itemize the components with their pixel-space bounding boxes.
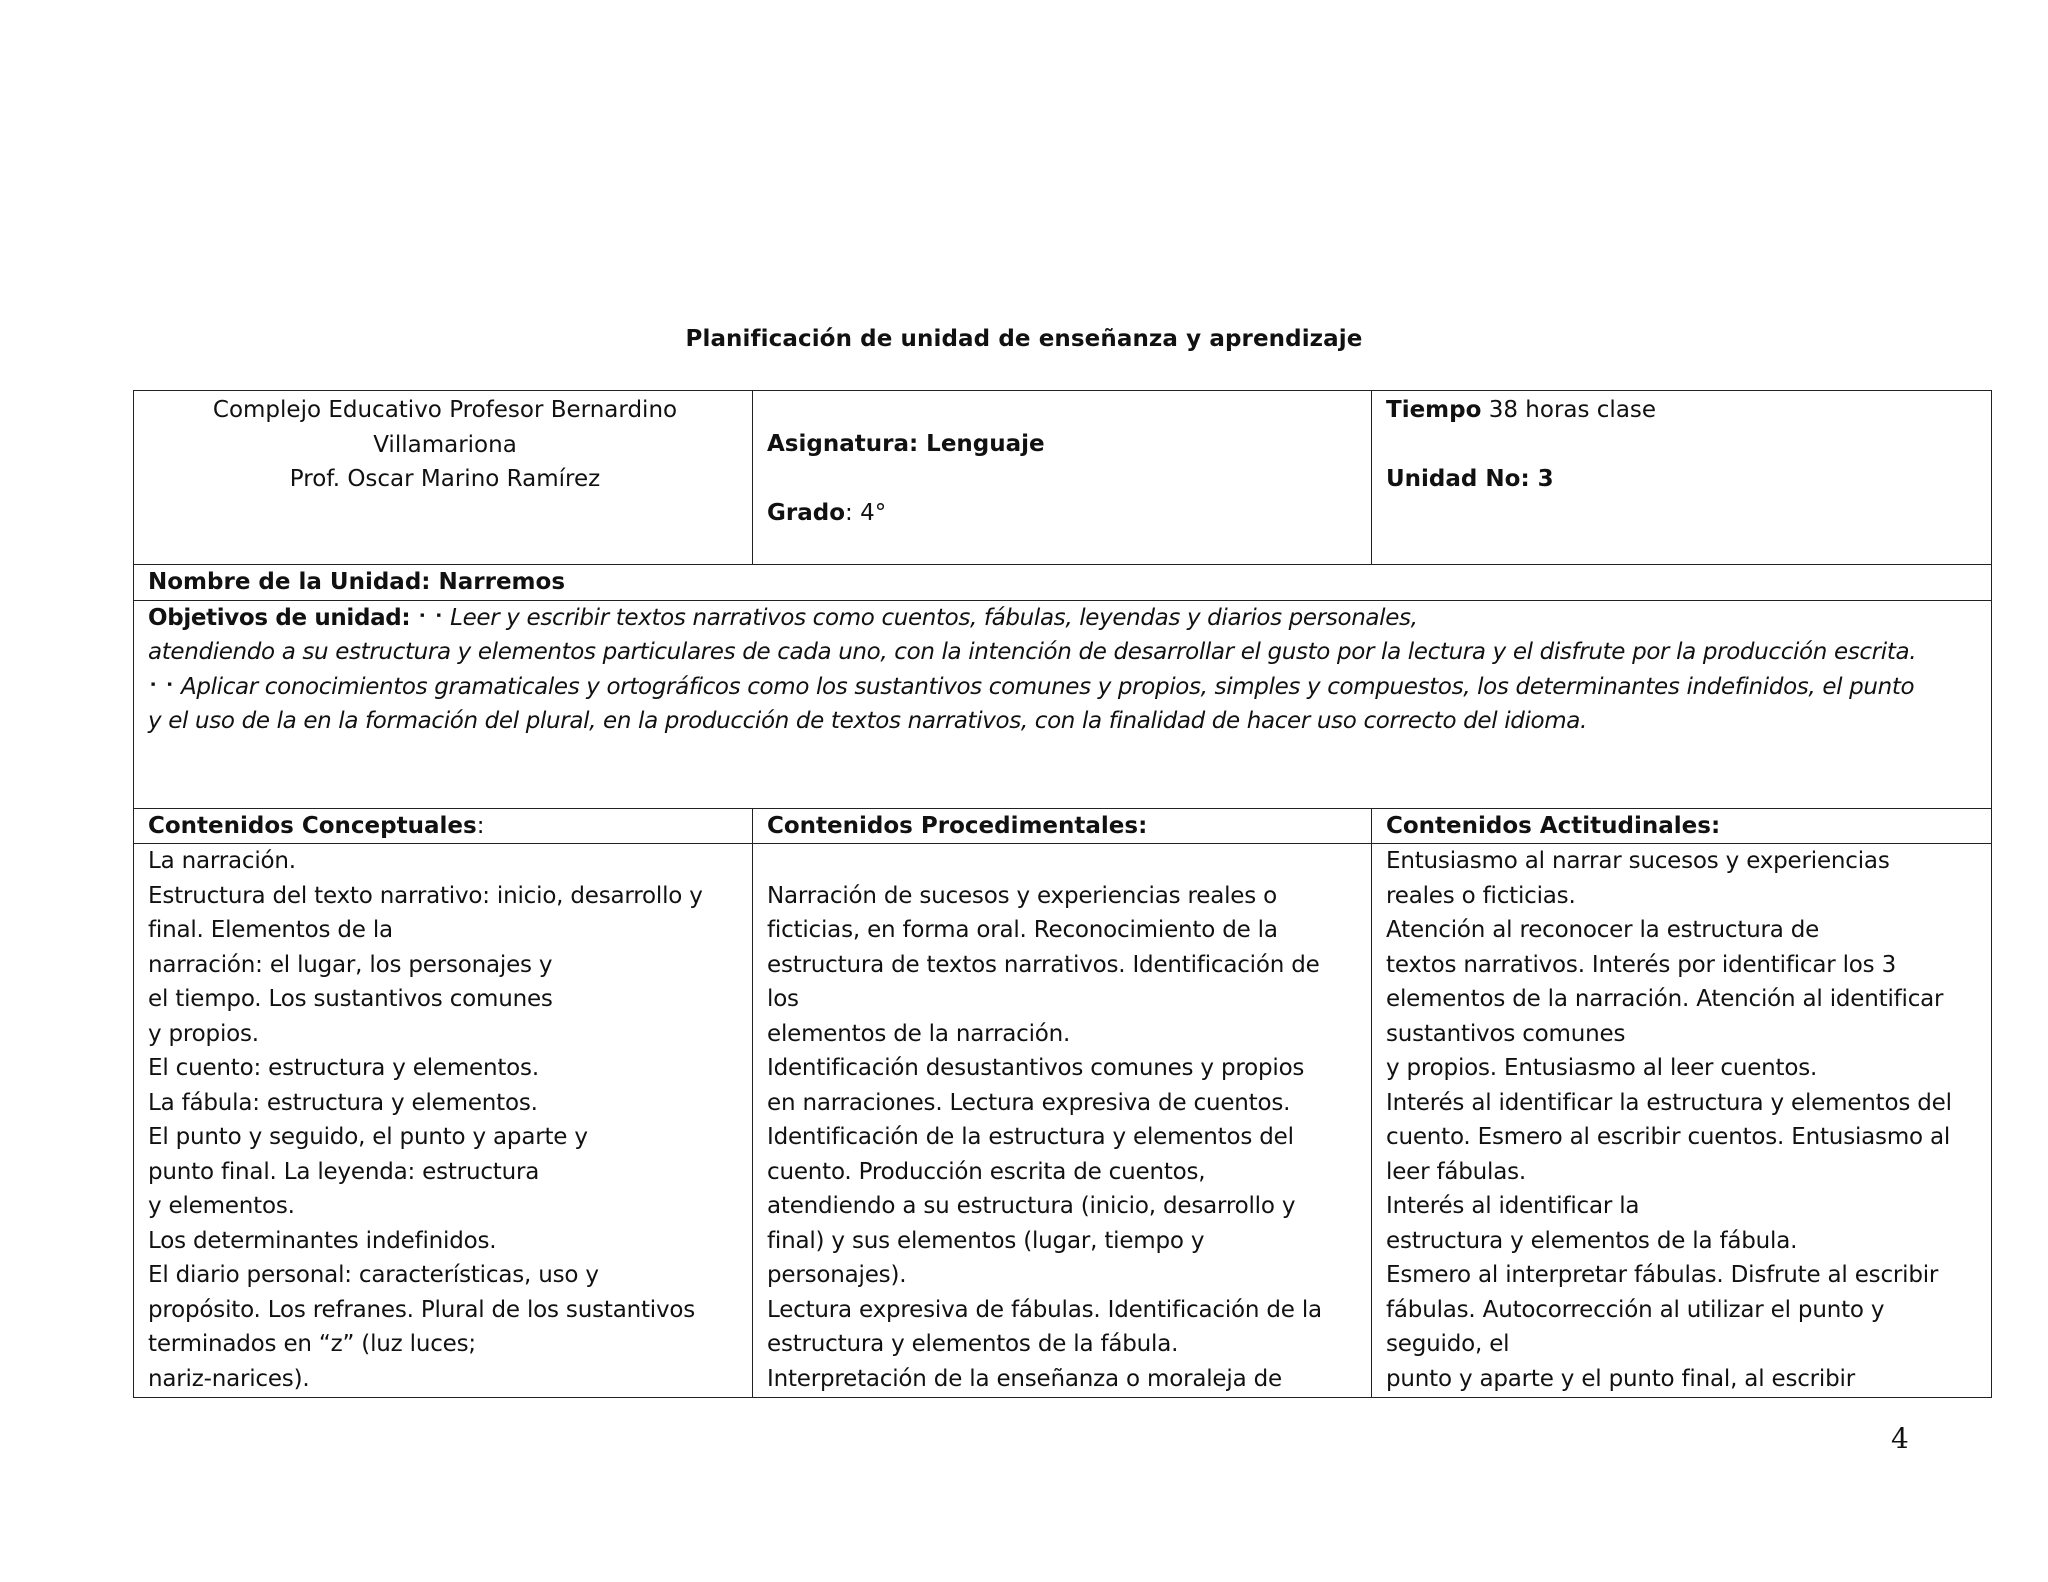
procedural-line: ficticias, en forma oral. Reconocimiento de la — [767, 917, 1278, 943]
attitudinal-line: cuento. Esmero al escribir cuentos. Entusiasmo al — [1386, 1124, 1951, 1150]
conceptual-line: Los determinantes indefinidos. — [148, 1227, 497, 1254]
conceptual-line: Estructura del texto narrativo: inicio, desarrollo y — [148, 882, 703, 909]
grade-label: Grado — [767, 500, 846, 526]
procedural-line: final) y sus elementos (lugar, tiempo y — [767, 1227, 1205, 1254]
conceptual-line: narración: el lugar, los personajes y — [148, 951, 553, 978]
procedural-line: personajes). — [767, 1262, 907, 1288]
procedural-line: Narración de sucesos y experiencias reales o — [767, 882, 1277, 909]
conceptual-line: El punto y seguido, el punto y aparte y — [148, 1124, 588, 1150]
subject-label: Asignatura: Lenguaje — [767, 431, 1045, 457]
attitudinal-line: Interés al identificar la estructura y elementos del — [1386, 1089, 1952, 1116]
procedural-header: Contenidos Procedimentales: — [753, 808, 1372, 844]
unit-plan-table — [133, 390, 1992, 1398]
objectives-label: Objetivos de unidad: — [148, 604, 411, 631]
time-value: 38 horas clase — [1481, 397, 1657, 423]
procedural-content — [753, 844, 1372, 1398]
unit-number: Unidad No: 3 — [1386, 466, 1554, 492]
attitudinal-line: reales o ficticias. — [1386, 882, 1576, 909]
attitudinal-line: textos narrativos. Interés por identificar los 3 — [1386, 951, 1897, 978]
time-line — [1386, 393, 1981, 428]
grade-value: : 4° — [845, 500, 887, 526]
procedural-line: estructura y elementos de la fábula. — [767, 1331, 1179, 1357]
conceptual-line: nariz-narices). — [148, 1365, 310, 1392]
procedural-line: en narraciones. Lectura expresiva de cuentos. — [767, 1089, 1291, 1116]
objective-text: ⠂⠂Leer y escribir textos narrativos como cuentos, fábulas, leyendas y diarios personales, — [410, 604, 1418, 631]
unit-name-row — [134, 565, 1992, 601]
conceptual-content — [134, 844, 753, 1398]
conceptual-line: punto final. La leyenda: estructura — [148, 1158, 540, 1185]
unit-name: Nombre de la Unidad: Narremos — [134, 565, 1992, 601]
institution-cell — [134, 391, 753, 565]
page-number: 4 — [1891, 1422, 1909, 1455]
attitudinal-line: fábulas. Autocorrección al utilizar el punto y — [1386, 1296, 1885, 1323]
attitudinal-line: sustantivos comunes — [1386, 1020, 1626, 1047]
time-cell — [1372, 391, 1992, 565]
content-header-row — [134, 808, 1992, 844]
attitudinal-line: leer fábulas. — [1386, 1158, 1527, 1185]
institution-line: Villamariona — [373, 431, 517, 458]
procedural-line: Identificación de la estructura y elementos del — [767, 1124, 1294, 1150]
procedural-line: estructura de textos narrativos. Identificación de — [767, 951, 1320, 978]
document-title: Planificación de unidad de enseñanza y aprendizaje — [685, 326, 1363, 352]
subject-cell — [753, 391, 1372, 565]
grade-line — [767, 496, 1361, 531]
conceptual-line: La narración. — [148, 848, 296, 874]
conceptual-line: El cuento: estructura y elementos. — [148, 1055, 539, 1081]
conceptual-line: final. Elementos de la — [148, 917, 393, 943]
objective-text: y el uso de la en la formación del plural, en la producción de textos narrativos, con la finalidad de hacer uso correcto del idioma. — [148, 708, 1588, 734]
attitudinal-line: estructura y elementos de la fábula. — [1386, 1227, 1798, 1254]
header-row — [134, 391, 1992, 565]
conceptual-colon: : — [476, 812, 485, 839]
conceptual-line: terminados en “z” (luz luces; — [148, 1331, 476, 1357]
objective-text: ⠂⠂Aplicar conocimientos gramaticales y ortográficos como los sustantivos comunes y propios, simples y compuestos, los determinantes indefinidos, el punto — [148, 673, 1915, 700]
objectives-first-line — [148, 601, 1981, 636]
conceptual-line: La fábula: estructura y elementos. — [148, 1089, 538, 1116]
objective-text: atendiendo a su estructura y elementos particulares de cada uno, con la intención de desarrollar el gusto por la lectura y el disfrute por la producción escrita. — [148, 639, 1917, 665]
procedural-line: los — [767, 986, 799, 1012]
attitudinal-line: Esmero al interpretar fábulas. Disfrute al escribir — [1386, 1262, 1939, 1288]
conceptual-line: y elementos. — [148, 1193, 295, 1219]
procedural-line: elementos de la narración. — [767, 1020, 1071, 1047]
time-label: Tiempo — [1386, 397, 1482, 423]
objectives-row — [134, 600, 1992, 808]
conceptual-line: el tiempo. Los sustantivos comunes — [148, 986, 553, 1012]
conceptual-line: y propios. — [148, 1020, 259, 1047]
attitudinal-content — [1372, 844, 1992, 1398]
procedural-line: atendiendo a su estructura (inicio, desarrollo y — [767, 1193, 1296, 1219]
objectives-cell — [134, 600, 1992, 808]
conceptual-line: propósito. Los refranes. Plural de los sustantivos — [148, 1296, 696, 1323]
teacher-name: Prof. Oscar Marino Ramírez — [289, 466, 601, 492]
attitudinal-line: elementos de la narración. Atención al identificar — [1386, 986, 1944, 1012]
content-row — [134, 844, 1992, 1398]
procedural-line: Interpretación de la enseñanza o moraleja de — [767, 1365, 1282, 1392]
conceptual-header — [134, 808, 753, 844]
conceptual-label: Contenidos Conceptuales — [148, 812, 477, 839]
procedural-line: cuento. Producción escrita de cuentos, — [767, 1158, 1206, 1185]
procedural-line: Lectura expresiva de fábulas. Identificación de la — [767, 1296, 1322, 1323]
attitudinal-line: y propios. Entusiasmo al leer cuentos. — [1386, 1055, 1818, 1081]
attitudinal-line: punto y aparte y el punto final, al escribir — [1386, 1365, 1855, 1392]
attitudinal-line: Entusiasmo al narrar sucesos y experiencias — [1386, 848, 1890, 874]
attitudinal-line: seguido, el — [1386, 1331, 1510, 1357]
institution-line: Complejo Educativo Profesor Bernardino — [212, 397, 678, 423]
attitudinal-line: Atención al reconocer la estructura de — [1386, 917, 1820, 943]
attitudinal-header: Contenidos Actitudinales: — [1372, 808, 1992, 844]
procedural-line: Identificación desustantivos comunes y propios — [767, 1055, 1305, 1081]
attitudinal-line: Interés al identificar la — [1386, 1193, 1640, 1219]
conceptual-line: El diario personal: características, uso y — [148, 1262, 599, 1288]
